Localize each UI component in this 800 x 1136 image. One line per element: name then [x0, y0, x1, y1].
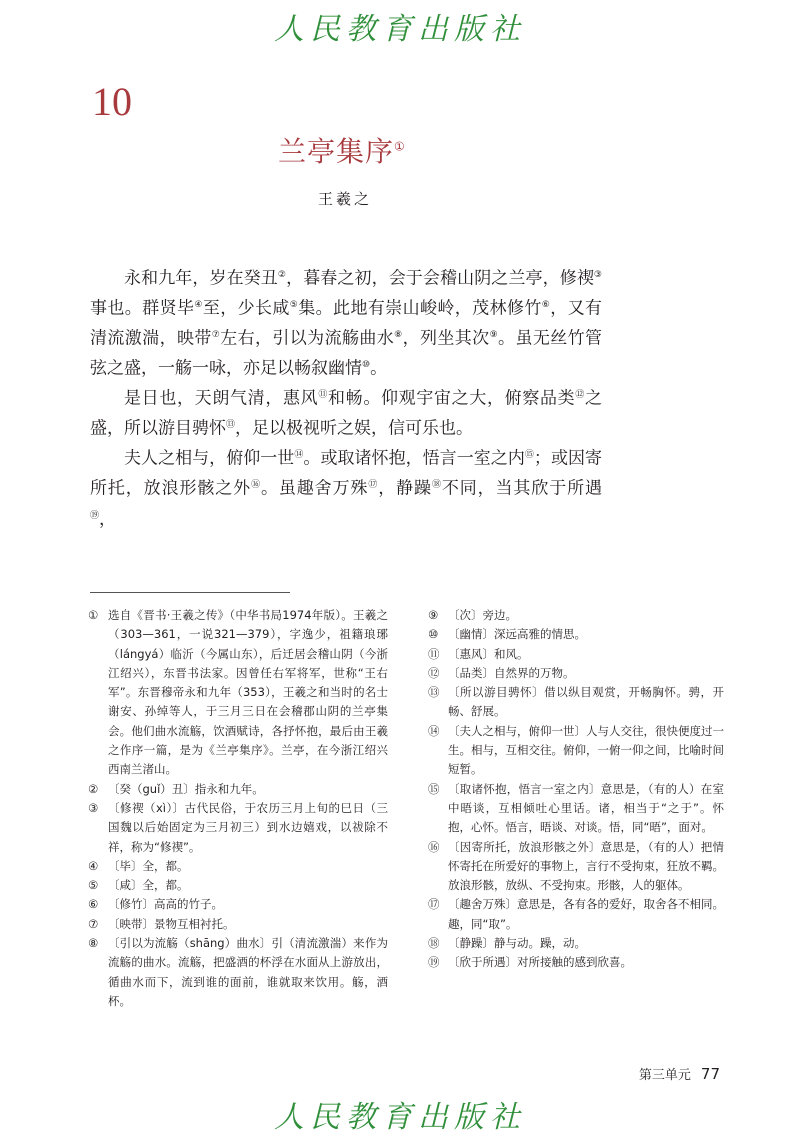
publisher-logo-top: 人民教育出版社: [274, 12, 526, 47]
text-segment: ，暮春之初，会于会稽山阴之兰亭，修禊: [286, 268, 594, 289]
footnote-number: ⑱: [428, 936, 440, 951]
footnote-marker: ⑮: [524, 450, 534, 461]
text-segment: 集。此地有崇山峻岭，茂林修竹: [298, 298, 542, 319]
lesson-number: 10: [92, 79, 132, 124]
footnote-text: 〔映带〕景物互相衬托。: [108, 916, 235, 931]
footnote-marker: ⑲: [90, 510, 100, 521]
main-text: [90, 262, 602, 533]
footnote-text: 〔修禊（xì）〕古代民俗，于农历三月上旬的巳日（三国魏以后始固定为三月初三）到水边嬉戏，以祓除不祥，称为“修禊”。: [108, 800, 388, 854]
footnote-number: ⑫: [428, 665, 440, 680]
text-segment: 事也。群贤毕: [90, 298, 195, 319]
publisher-logo-bottom: 人民教育出版社: [274, 1100, 526, 1135]
footnote: [88, 799, 388, 857]
footnote-number: ⑭: [428, 723, 440, 738]
footnote-text: 〔因寄所托，放浪形骸之外〕意思是，（有的人）把情怀寄托在所爱好的事物上，言行不受拘束，狂放不羁。放浪形骸，放纵、不受拘束。形骸，人的躯体。: [448, 839, 724, 893]
paragraph: [90, 442, 602, 532]
footnote-text: 〔毕〕全，都。: [108, 858, 189, 873]
footnote-text: 〔修竹〕高高的竹子。: [108, 897, 223, 912]
footnote-marker: ⑱: [431, 480, 442, 491]
text-segment: 。或取诸怀抱，悟言一室之内: [303, 449, 525, 470]
footnote-marker: ⑭: [294, 450, 304, 461]
footnote: [428, 625, 724, 644]
footnote-text: 〔夫人之相与，俯仰一世〕人与人交往，很快便度过一生。相与，互相交往。俯仰，一俯一仰之间，比喻时间短暂。: [448, 723, 724, 777]
title-text: 兰亭集序: [278, 135, 395, 168]
text-segment: 和畅。仰观宇宙之大，俯察品类: [328, 388, 576, 409]
footnote: [428, 895, 724, 934]
footnote: [428, 606, 724, 625]
footnote-marker: ②: [277, 270, 287, 280]
footnote-marker: ⑨: [489, 330, 499, 341]
footnote-marker: ③: [593, 270, 602, 280]
footnote-marker: ⑯: [251, 480, 261, 491]
page-title: [278, 130, 406, 170]
text-segment: ，列坐其次: [402, 328, 490, 349]
footnote-number: ③: [88, 800, 99, 815]
page-number: 77: [700, 1065, 720, 1083]
text-segment: 至，少长咸: [202, 298, 290, 319]
footnote: [88, 606, 388, 780]
footnote-divider: [90, 592, 290, 593]
footnote: [428, 683, 724, 722]
footnote-text: 〔静躁〕静与动。躁，动。: [448, 936, 586, 951]
text-segment: 夫人之相与，俯仰一世: [124, 449, 295, 470]
footnote-marker: ⑧: [394, 330, 403, 341]
footnote: [428, 780, 724, 838]
footnote-text: 〔惠风〕和风。: [448, 646, 529, 661]
footnote: [428, 645, 724, 664]
paragraph: [90, 382, 602, 442]
footnote-number: ⑪: [428, 646, 440, 661]
footnote: [88, 915, 388, 934]
footnote-text: 〔幽情〕深远高雅的情思。: [448, 627, 586, 642]
footnote-number: ⑰: [428, 897, 440, 912]
footnote-text: 〔取诸怀抱，悟言一室之内〕意思是，（有的人）在室中晤谈，互相倾吐心里话。诸，相当于“之于”。怀抱，心怀。悟言，晤谈、对谈。悟，同“晤”，面对。: [448, 781, 724, 835]
footnote: [88, 780, 388, 799]
footnote-text: 〔欣于所遇〕对所接触的感到欣喜。: [448, 955, 632, 970]
footnote-marker: ⑰: [368, 480, 379, 491]
text-segment: ，静躁: [378, 479, 432, 500]
footnote-number: ⑥: [88, 897, 99, 912]
footnote-text: 选自《晋书·王羲之传》（中华书局1974年版）。王羲之（303—361，一说321—379），字逸少，祖籍琅琊（lángyá）临沂（今属山东），后迁居会稽山阴（今浙江绍兴），东晋书法家。因曾任右军将军，世称“王右军”。东晋穆帝永和九年（353），王羲之和当时的名士谢安、孙绰等人，于三月三日在会稽郡山阴的兰亭集会。他们曲水流觞，饮酒赋诗，各抒怀抱，最后由王羲之作序一篇，是为《兰亭集序》。兰亭，在今浙江绍兴西南兰渚山。: [108, 608, 388, 777]
footnote-number: ⑦: [88, 916, 99, 931]
text-segment: ，: [99, 509, 117, 530]
footnote-text: 〔次〕旁边。: [448, 608, 517, 622]
footnote: [428, 664, 724, 683]
text-segment: 左右，引以为流觞曲水: [220, 328, 395, 349]
footnote-marker: ⑫: [575, 390, 585, 401]
footnotes-left-column: [88, 606, 388, 1011]
footnote-marker: ⑤: [289, 300, 299, 311]
title-footnote-marker: ①: [394, 139, 406, 154]
text-segment: ，又有清流激湍，映带: [90, 298, 603, 349]
text-segment: 永和九年，岁在癸丑: [124, 268, 278, 289]
footnote-marker: ④: [194, 300, 203, 311]
text-segment: 。虽无丝竹管弦之盛，一觞一咏，亦足以畅叙幽情: [90, 328, 603, 379]
footnote-number: ⑧: [88, 936, 99, 951]
footnote-text: 〔所以游目骋怀〕借以纵目观赏，开畅胸怀。骋，开畅、舒展。: [448, 685, 724, 719]
footnote: [88, 934, 388, 1011]
footnote-number: ⑲: [428, 955, 440, 970]
footnote-marker: ⑬: [226, 420, 236, 431]
footnote-marker: ⑥: [541, 300, 551, 311]
footnote: [88, 876, 388, 895]
footnotes-right-column: [428, 606, 724, 973]
footnote-number: ⑬: [428, 685, 440, 700]
footnote-marker: ⑪: [318, 390, 328, 401]
footnote-number: ②: [88, 781, 99, 796]
footnote-number: ⑨: [428, 608, 439, 622]
footnote: [428, 838, 724, 896]
footnote: [88, 895, 388, 914]
footnote-marker: ⑩: [362, 360, 371, 371]
text-segment: 。虽趣舍万殊: [260, 479, 369, 500]
footnote-text: 〔引以为流觞（shāng）曲水〕引（清流激湍）来作为流觞的曲水。流觞，把盛酒的杯浮在水面从上游放出，循曲水而下，流到谁的面前，谁就取来饮用。觞，酒杯。: [108, 936, 388, 1008]
footnote: [88, 857, 388, 876]
footnote-text: 〔癸（guǐ）丑〕指永和九年。: [108, 781, 264, 796]
footnote: [428, 722, 724, 780]
footnote-number: ⑩: [428, 627, 439, 642]
footnote-number: ⑮: [428, 781, 440, 796]
footnote-number: ⑯: [428, 839, 440, 854]
paragraph: [90, 262, 602, 382]
footnote-text: 〔趣舍万殊〕意思是，各有各的爱好，取舍各不相同。趣，同“取”。: [448, 897, 724, 931]
footnote-number: ④: [88, 858, 99, 873]
footnote-number: ①: [88, 608, 99, 622]
page-footer: [639, 1064, 720, 1083]
footnote: [428, 934, 724, 953]
text-segment: 。: [370, 358, 388, 379]
text-segment: ；或因寄所托，放浪形骸之外: [90, 449, 603, 500]
footnote-marker: ⑦: [211, 330, 221, 341]
text-segment: 是日也，天朗气清，惠风: [124, 388, 319, 409]
text-segment: 之盛，所以游目骋怀: [90, 388, 602, 439]
text-segment: 不同，当其欣于所遇: [441, 479, 603, 500]
text-segment: ，足以极视听之娱，信可乐也。: [235, 418, 474, 439]
footnote-text: 〔品类〕自然界的万物。: [448, 665, 575, 680]
footnote-text: 〔咸〕全，都。: [108, 878, 189, 893]
author: 王羲之: [317, 190, 372, 208]
footnote: [428, 953, 724, 972]
footnote-number: ⑤: [88, 878, 99, 893]
unit-label: 第三单元: [638, 1068, 691, 1083]
